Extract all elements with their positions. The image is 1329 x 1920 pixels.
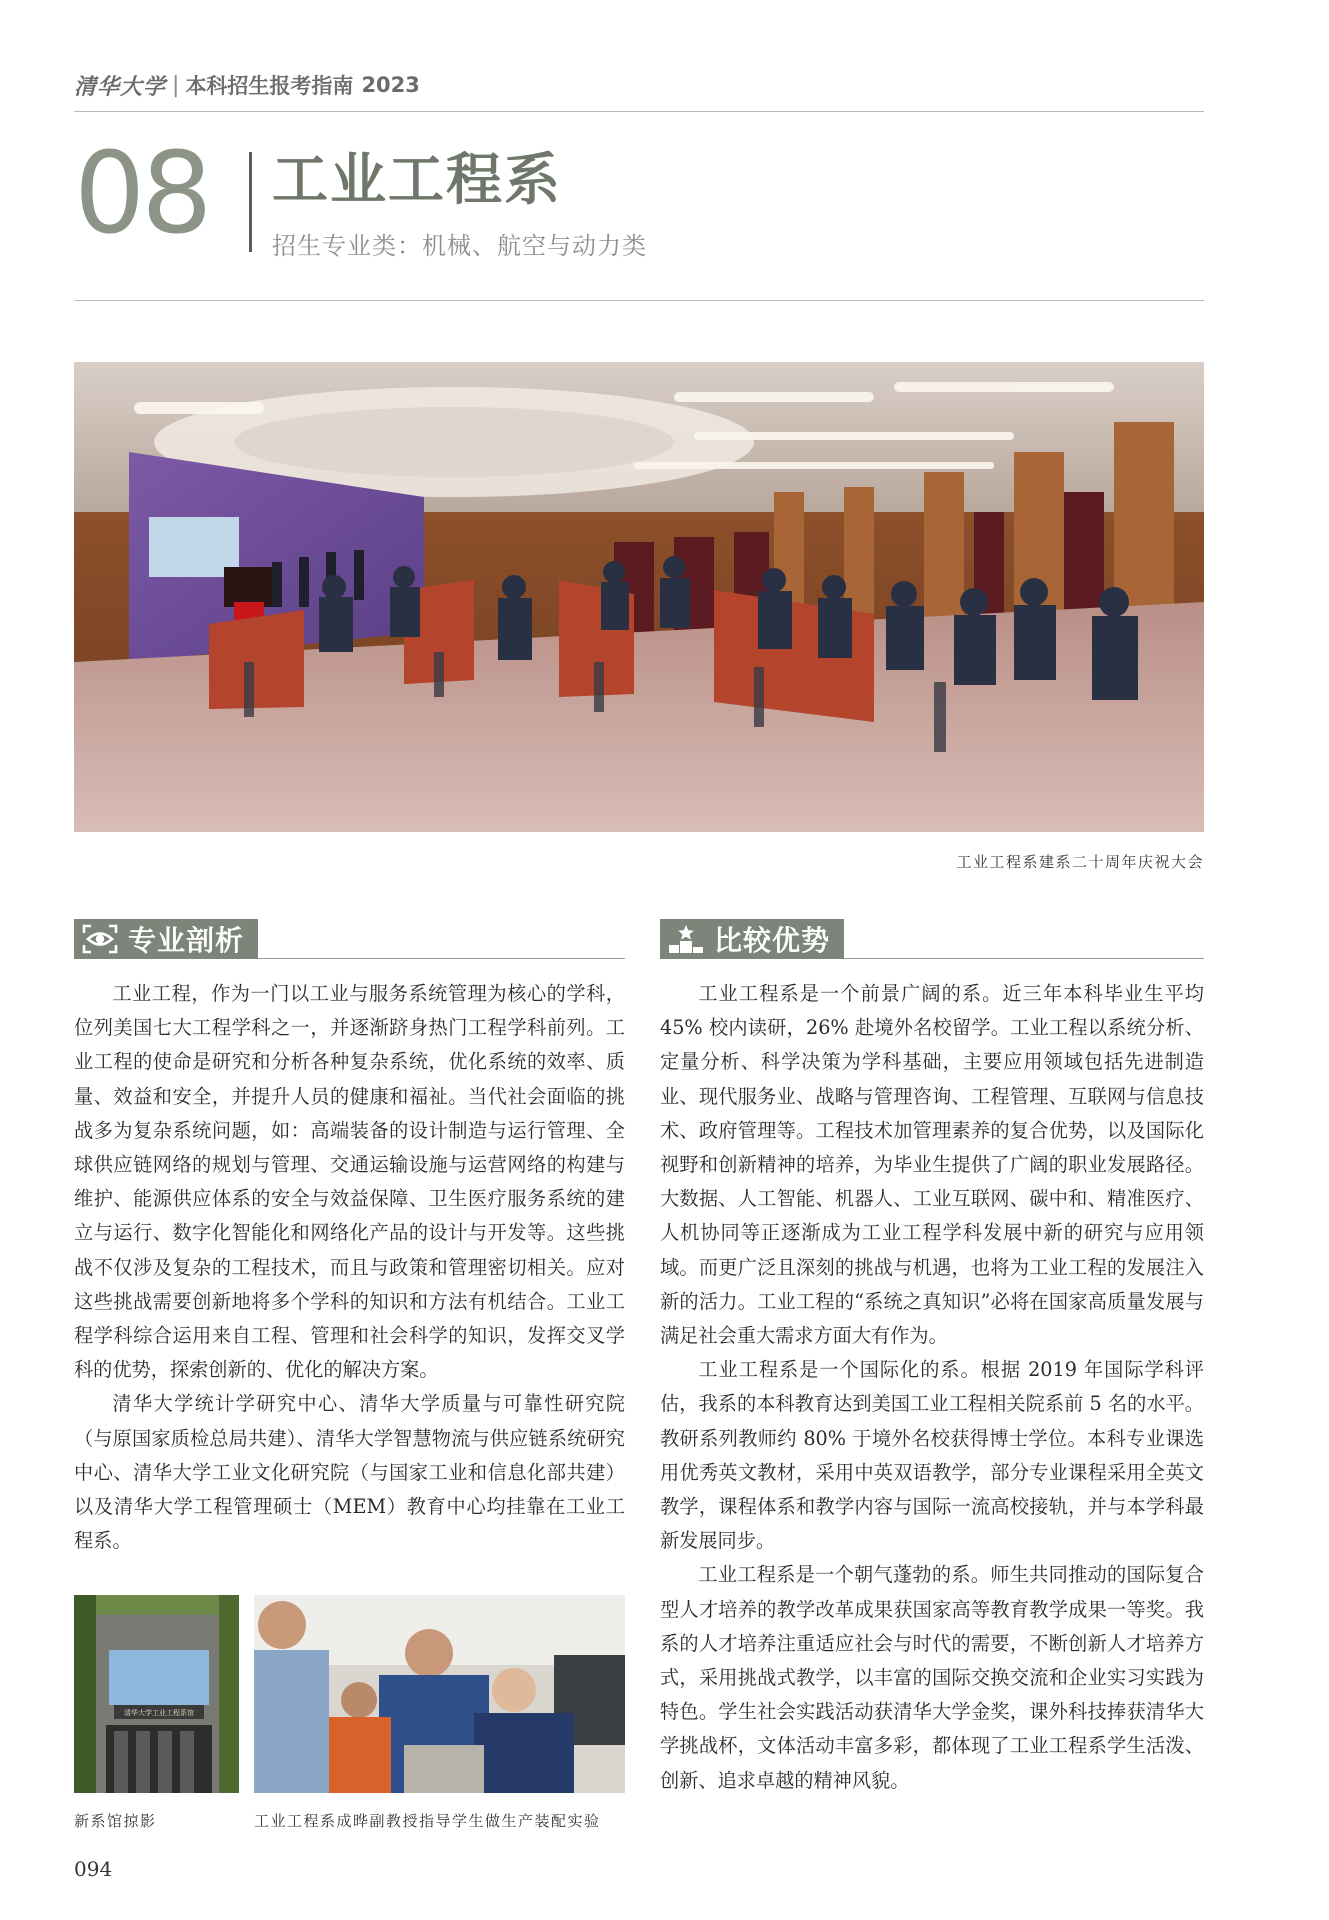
section-rule-analysis <box>258 958 625 959</box>
header-rule <box>74 111 1204 112</box>
building-photo-caption: 新系馆掠影 <box>74 1812 157 1830</box>
header-separator: | <box>172 72 180 98</box>
hero-photo <box>74 362 1204 832</box>
advantage-paragraph: 工业工程系是一个前景广阔的系。近三年本科毕业生平均 45% 校内读研，26% 赴境外名校留学。工业工程以系统分析、定量分析、科学决策为学科基础，主要应用领域包括先进制造业、现代服务业、战略与管理咨询、工程管理、互联网与信息技术、政府管理等。工程技术加管理素养的复合优势，以及国际化视野和创新精神的培养，为毕业生提供了广阔的职业发展路径。大数据、人工智能、机器人、工业互联网、碳中和、精准医疗、人机协同等正逐渐成为工业工程学科发展中新的研究与应用领域。而更广泛且深刻的挑战与机遇，也将为工业工程的发展注入新的活力。工业工程的“系统之真知识”必将在国家高质量发展与满足社会重大需求方面大有作为。 <box>660 982 1204 1348</box>
section-title-advantage: 比较优势 <box>714 924 831 957</box>
analysis-paragraph: 清华大学统计学研究中心、清华大学质量与可靠性研究院（与原国家质检总局共建）、清华大学智慧物流与供应链系统研究中心、清华大学工业文化研究院（与国家工业和信息化部共建）以及清华大学工程管理硕士（MEM）教育中心均挂靠在工业工程系。 <box>74 1392 625 1553</box>
conference-hall-illustration <box>74 362 1204 832</box>
building-photo <box>74 1595 239 1793</box>
hero-photo-caption: 工业工程系建系二十周年庆祝大会 <box>956 853 1204 871</box>
department-title: 工业工程系 <box>272 148 562 213</box>
section-title-analysis: 专业剖析 <box>128 924 245 957</box>
analysis-body <box>74 977 625 1558</box>
section-head-advantage <box>660 919 1204 959</box>
university-logo-text: 清华大学 <box>74 73 167 100</box>
advantage-body <box>660 977 1204 1798</box>
guide-year: 2023 <box>361 73 420 97</box>
chapter-number: 08 <box>74 129 209 259</box>
department-subtitle: 招生专业类：机械、航空与动力类 <box>272 232 647 260</box>
advantage-paragraph: 工业工程系是一个国际化的系。根据 2019 年国际学科评估，我系的本科教育达到美国工业工程相关院系前 5 名的水平。教研系列教师约 80% 于境外名校获得博士学位。本科专业课选用优秀英文教材，采用中英双语教学，部分专业课程采用全英文教学，课程体系和教学内容与国际一流高校接轨，并与本学科最新发展同步。 <box>660 1358 1204 1553</box>
guide-title: 本科招生报考指南 <box>185 74 354 98</box>
section-label-advantage <box>660 919 844 959</box>
advantage-paragraph: 工业工程系是一个朝气蓬勃的系。师生共同推动的国际复合型人才培养的教学改革成果获国家高等教育教学成果一等奖。我系的人才培养注重适应社会与时代的需要，不断创新人才培养方式，采用挑战式教学，以丰富的国际交换交流和企业实习实践为特色。学生社会实践活动获清华大学金奖，课外科技捧获清华大学挑战杯，文体活动丰富多彩，都体现了工业工程系学生活泼、创新、追求卓越的精神风貌。 <box>660 1563 1204 1792</box>
chapter-divider <box>249 152 252 252</box>
section-label-analysis <box>74 919 258 959</box>
section-rule-advantage <box>844 958 1204 959</box>
building-illustration <box>74 1595 239 1793</box>
running-header <box>74 68 420 102</box>
lab-photo-caption: 工业工程系成晔副教授指导学生做生产装配实验 <box>254 1812 601 1830</box>
lab-photo <box>254 1595 625 1793</box>
lab-illustration <box>254 1595 625 1793</box>
chapter-rule <box>74 300 1204 301</box>
building-sign: 清华大学工业工程系馆 <box>124 1709 194 1717</box>
analysis-paragraph: 工业工程，作为一门以工业与服务系统管理为核心的学科，位列美国七大工程学科之一，并逐渐跻身热门工程学科前列。工业工程的使命是研究和分析各种复杂系统，优化系统的效率、质量、效益和安全，并提升人员的健康和福祉。当代社会面临的挑战多为复杂系统问题，如：高端装备的设计制造与运行管理、全球供应链网络的规划与管理、交通运输设施与运营网络的构建与维护、能源供应体系的安全与效益保障、卫生医疗服务系统的建立与运行、数字化智能化和网络化产品的设计与开发等。这些挑战不仅涉及复杂的工程技术，而且与政策和管理密切相关。应对这些挑战需要创新地将多个学科的知识和方法有机结合。工业工程学科综合运用来自工程、管理和社会科学的知识，发挥交叉学科的优势，探索创新的、优化的解决方案。 <box>74 982 625 1382</box>
section-head-analysis <box>74 919 625 959</box>
page-number: 094 <box>74 1857 113 1881</box>
podium-star-icon <box>668 924 704 954</box>
eye-icon <box>82 924 118 954</box>
